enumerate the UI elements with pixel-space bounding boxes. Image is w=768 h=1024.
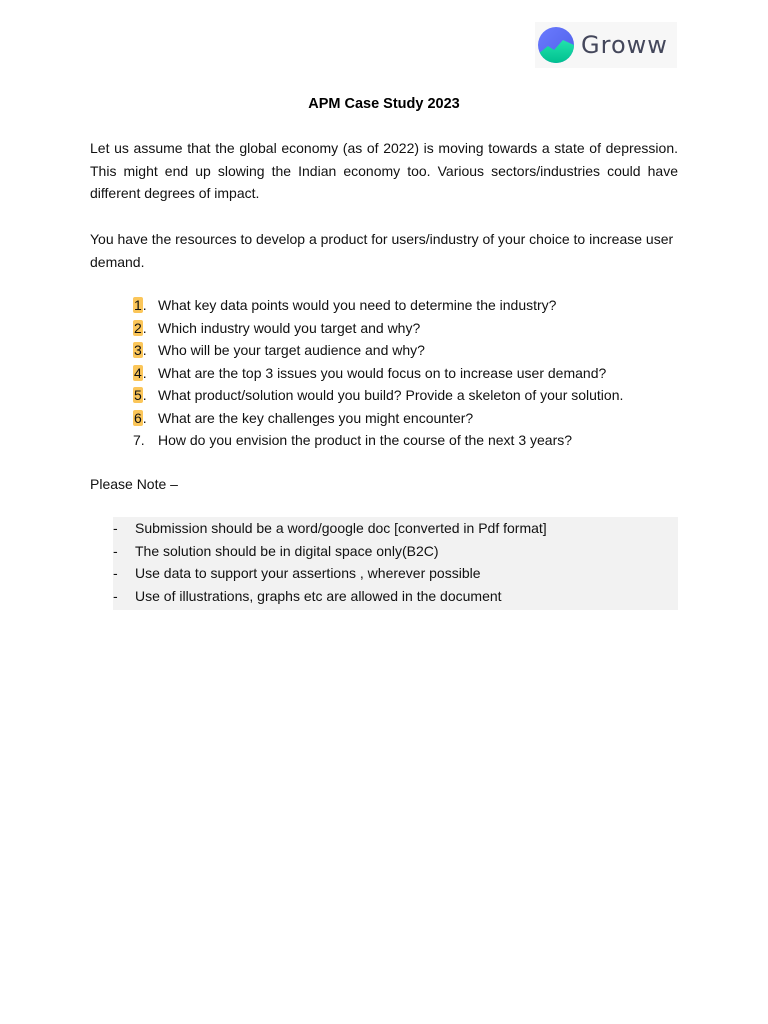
groww-logo-icon <box>538 27 574 63</box>
list-item <box>113 517 678 540</box>
question-number: 4. <box>134 364 147 381</box>
question-text: What are the top 3 issues you would focus on to increase user demand? <box>158 364 607 381</box>
note-heading: Please Note – <box>90 476 178 492</box>
list-item <box>133 317 678 340</box>
question-text: What key data points would you need to determine the industry? <box>158 297 557 313</box>
list-item <box>113 562 678 585</box>
note-text: Use data to support your assertions , wherever possible <box>135 565 481 581</box>
resources-paragraph: You have the resources to develop a product for users/industry of your choice to increase user demand. <box>90 231 674 270</box>
list-item <box>113 540 678 563</box>
note-text: Use of illustrations, graphs etc are allowed in the document <box>135 587 502 604</box>
notes-box <box>113 517 678 610</box>
document-title: APM Case Study 2023 <box>308 96 460 112</box>
note-bullet: - <box>113 520 118 536</box>
list-item <box>133 339 678 362</box>
logo-wordmark: Groww <box>581 31 668 59</box>
question-text: Which industry would you target and why? <box>158 319 421 336</box>
intro-paragraph: Let us assume that the global economy (as of 2022) is moving towards a state of depression. This might end up slowing the Indian economy too. Various sectors/industries could have different degrees of impact. <box>90 140 678 201</box>
groww-logo <box>535 22 677 68</box>
note-bullet: - <box>113 542 118 559</box>
question-number: 2. <box>134 319 147 336</box>
list-item <box>133 362 678 385</box>
question-number: 5. <box>134 387 147 403</box>
list-item <box>113 585 678 608</box>
question-text: What product/solution would you build? Provide a skeleton of your solution. <box>158 387 624 403</box>
list-item <box>133 294 678 317</box>
list-item <box>133 384 678 407</box>
question-number: 6. <box>134 409 147 426</box>
question-text: How do you envision the product in the course of the next 3 years? <box>158 432 573 448</box>
question-text: Who will be your target audience and why? <box>158 342 425 358</box>
list-item <box>133 407 678 430</box>
question-number: 1. <box>134 297 147 313</box>
question-number: 7. <box>133 432 145 448</box>
question-number: 3. <box>134 342 147 358</box>
note-text: The solution should be in digital space only(B2C) <box>135 542 439 559</box>
question-text: What are the key challenges you might encounter? <box>158 409 474 426</box>
note-bullet: - <box>113 565 118 581</box>
list-item <box>133 429 678 452</box>
note-bullet: - <box>113 587 118 604</box>
note-text: Submission should be a word/google doc [converted in Pdf format] <box>135 520 547 536</box>
questions-list <box>133 294 678 452</box>
